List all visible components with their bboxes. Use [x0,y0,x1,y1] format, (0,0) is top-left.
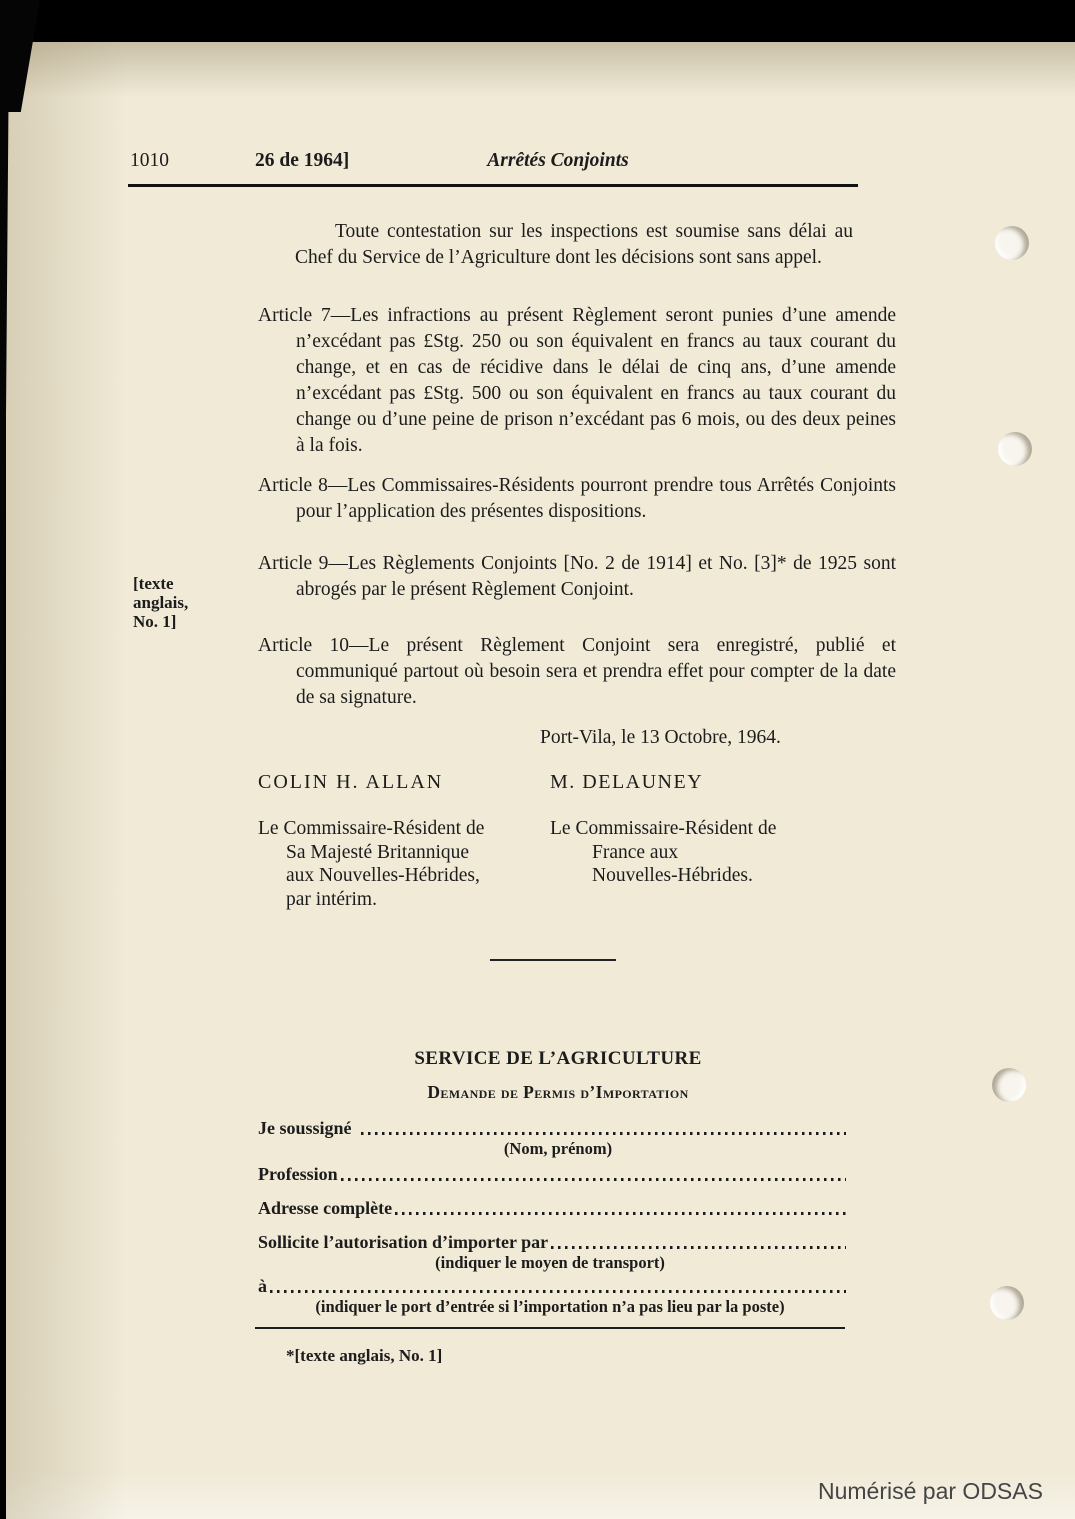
signature-title-line: par intérim. [286,888,377,910]
page-header [128,150,858,174]
header-rule [128,184,858,187]
field-label-adresse: Adresse complète [258,1198,393,1218]
article-7: Article 7—Les infractions au présent Règlement seront punies d’une amende n’excédant pas £Stg. 250 ou son équivalent en francs au taux courant du change, et en cas de récidive dans le délai de cinq ans, d’une amende n’excédant pas £Stg. 500 ou son équivalent en francs au taux courant du change ou d’une peine de prison n’excédant pas 6 mois, ou des deux peines à la fois. [258,305,896,456]
form-field-profession [258,1163,846,1185]
dotted-fill-line [361,1132,846,1135]
footnote-rule [255,1327,845,1329]
signature-title-line: Le Commissaire-Résident de [550,818,777,839]
article-10: Article 10—Le présent Règlement Conjoint sera enregistré, publié et communiqué partout où besoin sera et prendra effet pour compter de la date de sa signature. [258,635,896,708]
signature-names [258,771,858,795]
field-label-sollicite: Sollicite l’autorisation d’importer par [258,1232,549,1252]
article-9: Article 9—Les Règlements Conjoints [No. 2 de 1914] et No. [3]* de 1925 sont abrogés par le présent Règlement Conjoint. [258,553,896,600]
running-title: Arrêtés Conjoints [487,150,629,171]
margin-note-line: No. 1] [133,612,177,631]
dotted-fill-line [270,1290,846,1293]
punch-hole [998,432,1032,466]
margin-note-line: [texte [133,574,174,593]
signature-title-line: aux Nouvelles-Hébrides, [286,865,480,886]
field-caption-nom-prenom: (Nom, prénom) [503,1139,613,1158]
form-subheading: Demande de Permis d’Importation [427,1082,689,1102]
field-label-a: à [258,1276,267,1296]
signature-title-line: France aux [592,841,679,863]
form-heading: SERVICE DE L’AGRICULTURE [414,1048,702,1069]
field-label-profession: Profession [258,1164,338,1184]
margin-note-line: anglais, [133,593,189,612]
form-field-port [258,1275,846,1297]
footnote-texte-anglais: *[texte anglais, No. 1] [286,1346,443,1365]
signature-title-line: Le Commissaire-Résident de [258,818,485,839]
signature-title-line: Nouvelles-Hébrides. [592,865,753,886]
signature-title-line: Sa Majesté Britannique [286,841,470,863]
form-field-name [258,1117,846,1139]
field-caption-transport: (indiquer le moyen de transport) [435,1253,665,1272]
issue-label: 26 de 1964] [255,150,350,171]
dotted-fill-line [341,1178,846,1181]
signature-title-british [258,817,550,911]
punch-hole [990,1286,1024,1320]
form-field-adresse [258,1197,846,1219]
intro-paragraph: Toute contestation sur les inspections est soumise sans délai au Chef du Service de l’Agriculture dont les décisions sont sans appel. [295,221,853,268]
page-number: 1010 [130,150,169,171]
section-divider-rule [490,959,616,961]
punch-hole [995,226,1029,260]
import-permit-form [258,1117,846,1367]
punch-hole [992,1068,1026,1102]
signature-name-british: COLIN H. ALLAN [258,771,444,793]
article-8: Article 8—Les Commissaires-Résidents pourront prendre tous Arrêtés Conjoints pour l’application des présentes dispositions. [258,475,896,522]
watermark-odsas: Numérisé par ODSAS [818,1478,1043,1504]
signature-titles [258,817,858,911]
field-label-je-soussigne: Je soussigné [258,1118,352,1138]
dotted-fill-line [395,1212,846,1215]
form-field-transport [258,1231,846,1253]
signature-name-french: M. DELAUNEY [550,771,704,793]
document-content [128,150,896,1367]
dateline: Port-Vila, le 13 Octobre, 1964. [540,727,781,748]
signature-title-french [550,817,776,911]
field-caption-port: (indiquer le port d’entrée si l’importation n’a pas lieu par la poste) [315,1297,785,1316]
dotted-fill-line [551,1246,846,1249]
